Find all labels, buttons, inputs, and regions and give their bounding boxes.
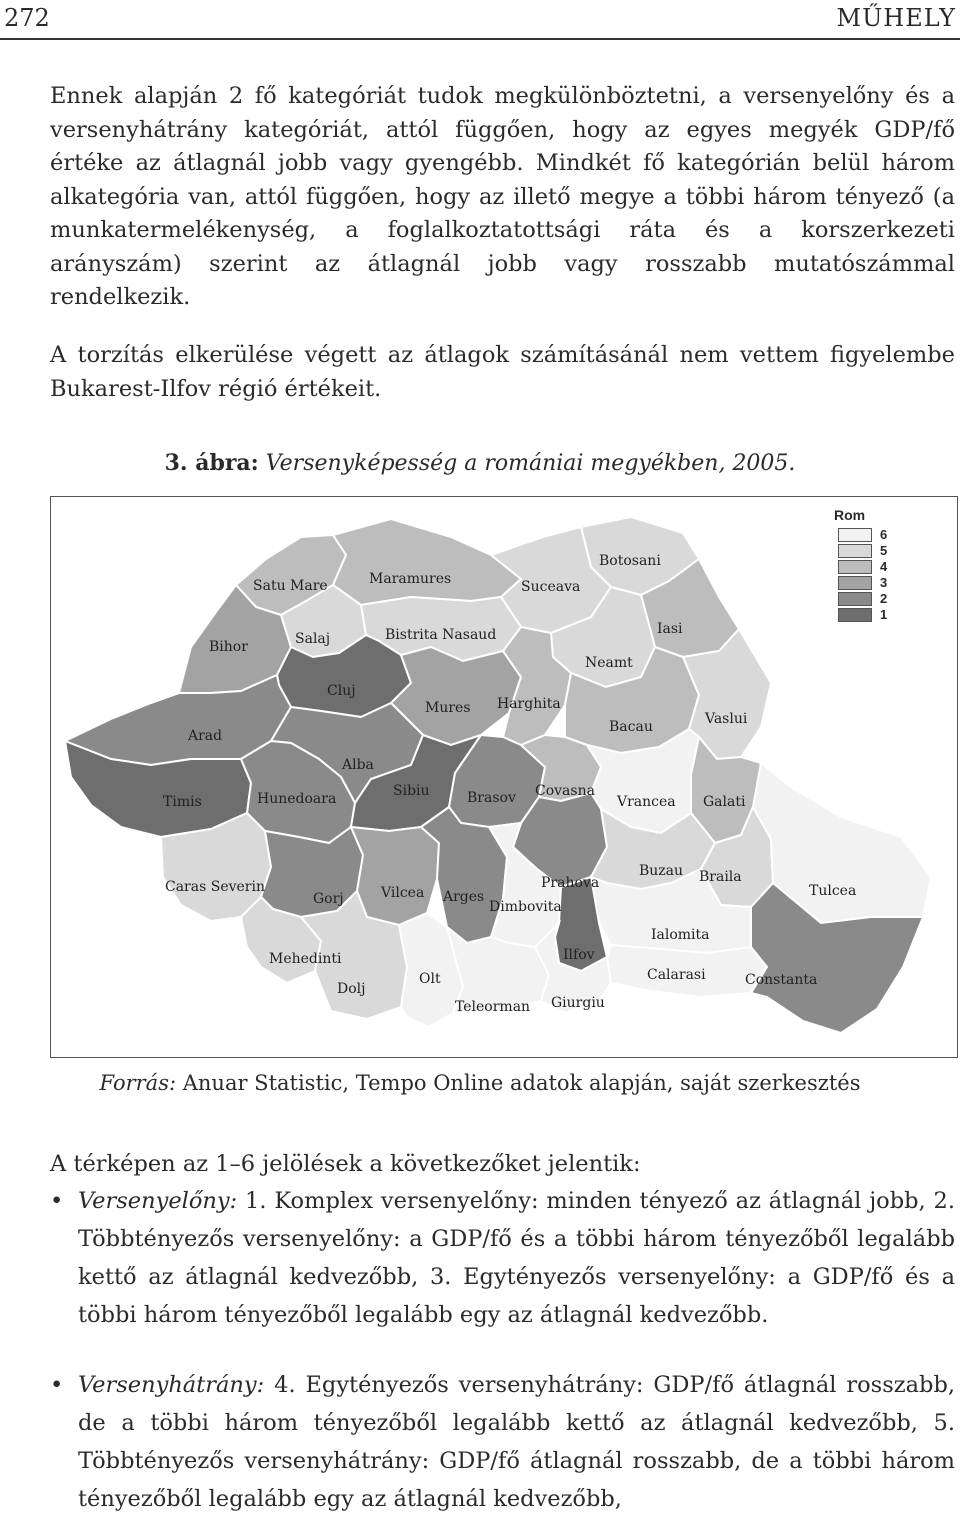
county-label-maramures: Maramures	[369, 571, 452, 587]
county-label-dimbovita: Dimbovita	[489, 899, 562, 915]
bullet-term: Versenyelőny:	[78, 1188, 238, 1214]
legend-value: 6	[880, 527, 888, 542]
figure-caption	[0, 450, 960, 476]
county-label-hunedoara: Hunedoara	[257, 791, 337, 807]
county-label-constanta: Constanta	[745, 972, 818, 988]
county-label-bacau: Bacau	[609, 719, 653, 735]
county-layer	[65, 517, 931, 1033]
figure-caption-label: 3. ábra:	[164, 450, 259, 476]
county-label-brasov: Brasov	[467, 790, 516, 806]
legend-value: 3	[880, 575, 888, 590]
county-label-timis: Timis	[163, 794, 202, 810]
legend-swatch	[838, 528, 872, 542]
county-label-galati: Galati	[703, 794, 746, 810]
county-label-covasna: Covasna	[535, 783, 595, 799]
header-rule	[0, 38, 960, 40]
county-label-arges: Arges	[443, 889, 485, 905]
county-label-satu-mare: Satu Mare	[253, 578, 328, 594]
figure-source	[0, 1071, 960, 1095]
county-label-vaslui: Vaslui	[705, 711, 748, 727]
county-label-mures: Mures	[425, 700, 471, 716]
paragraph-1: Ennek alapján 2 fő kategóriát tudok megkülönböztetni, a versenyelőny és a versenyhátrány kategóriát, attól függően, hogy az egyes megyék GDP/fő értéke az átlagnál jobb vagy gyengébb. Mindkét fő kategórián belül három alkategória van, attól függően, hogy az illető megye a többi három tényező (a munkatermelékenység, a foglalkoztatottsági ráta és a korszerkezeti arányszám) szerint az átlagnál jobb vagy rosszabb mutatószámmal rendelkezik.	[50, 83, 955, 310]
county-label-sibiu: Sibiu	[393, 783, 430, 799]
legend-value: 2	[880, 591, 888, 606]
county-label-harghita: Harghita	[497, 696, 561, 712]
legend-row	[838, 527, 898, 543]
paragraph-2: A torzítás elkerülése végett az átlagok számításánál nem vettem figyelembe Bukarest-Ilfov régió értékeit.	[50, 342, 955, 402]
county-label-olt: Olt	[419, 971, 441, 987]
legend-explanation-intro: A térképen az 1–6 jelölések a következőket jelentik:	[50, 1151, 641, 1177]
bullet-symbol: •	[50, 1188, 64, 1214]
county-label-arad: Arad	[188, 728, 223, 744]
bullet-term: Versenyhátrány:	[78, 1372, 265, 1398]
county-maramures	[333, 519, 521, 605]
county-label-salaj: Salaj	[295, 631, 331, 647]
running-title: MŰHELY	[836, 4, 956, 32]
legend-value: 5	[880, 543, 888, 558]
county-label-giurgiu: Giurgiu	[551, 995, 605, 1011]
legend-swatch	[838, 608, 872, 622]
bullet-symbol: •	[50, 1372, 64, 1398]
source-label: Forrás:	[99, 1071, 177, 1095]
county-label-braila: Braila	[699, 869, 742, 885]
legend-row	[838, 575, 898, 591]
page-number: 272	[4, 4, 50, 32]
county-label-tulcea: Tulcea	[809, 883, 857, 899]
legend-swatch	[838, 560, 872, 574]
county-label-alba: Alba	[342, 757, 374, 773]
legend-value: 1	[880, 607, 888, 622]
legend-value: 4	[880, 559, 888, 574]
figure-caption-title: Versenyképesség a romániai megyékben, 2005.	[265, 451, 796, 476]
county-label-mehedinti: Mehedinti	[269, 951, 342, 967]
source-text: Anuar Statistic, Tempo Online adatok alapján, saját szerkesztés	[182, 1071, 861, 1095]
county-label-dolj: Dolj	[337, 981, 366, 997]
bullet-body: 4. Egytényezős versenyhátrány: GDP/fő átlagnál rosszabb, de a többi három tényezőből legalább kettő az átlagnál kedvezőbb, 5. Többtényezős versenyhátrány: GDP/fő átlagnál rosszabb, de a többi három tényezőből legalább egy az átlagnál kedvezőbb,	[78, 1372, 955, 1512]
county-label-suceava: Suceava	[521, 579, 581, 595]
county-label-gorj: Gorj	[313, 891, 344, 907]
legend-row	[838, 559, 898, 575]
county-label-prahova: Prahova	[541, 875, 600, 891]
page-header	[0, 0, 960, 40]
county-label-vilcea: Vilcea	[381, 885, 425, 901]
bullet-body: 1. Komplex versenyelőny: minden tényező az átlagnál jobb, 2. Többtényezős versenyelőny: a GDP/fő és a többi három tényezőből legalább kettő az átlagnál kedvezőbb, 3. Egytényezős versenyelőny: a GDP/fő és a többi három tényezőből legalább egy az átlagnál kedvezőbb.	[78, 1188, 955, 1328]
county-label-cluj: Cluj	[327, 683, 356, 699]
legend-row	[838, 591, 898, 607]
county-label-teleorman: Teleorman	[455, 999, 531, 1015]
county-label-botosani: Botosani	[599, 553, 661, 569]
county-label-ilfov: Ilfov	[563, 947, 595, 963]
county-label-vrancea: Vrancea	[617, 794, 676, 810]
county-label-ialomita: Ialomita	[651, 927, 710, 943]
legend-row	[838, 543, 898, 559]
bullet-text	[78, 1182, 955, 1334]
legend-swatch	[838, 544, 872, 558]
county-label-neamt: Neamt	[585, 655, 633, 671]
county-label-bihor: Bihor	[209, 639, 248, 655]
legend-swatch	[838, 576, 872, 590]
romania-county-map	[50, 496, 958, 1058]
legend-row	[838, 607, 898, 623]
county-label-calarasi: Calarasi	[647, 967, 706, 983]
map-legend	[834, 507, 904, 627]
legend-title: Rom	[834, 507, 866, 523]
map-svg	[51, 497, 958, 1058]
county-label-iasi: Iasi	[657, 621, 683, 637]
county-label-caras-severin: Caras Severin	[165, 879, 265, 895]
legend-swatch	[838, 592, 872, 606]
bullet-text	[78, 1366, 955, 1518]
county-label-buzau: Buzau	[639, 863, 684, 879]
county-label-bistrita-nasaud: Bistrita Nasaud	[385, 627, 497, 643]
